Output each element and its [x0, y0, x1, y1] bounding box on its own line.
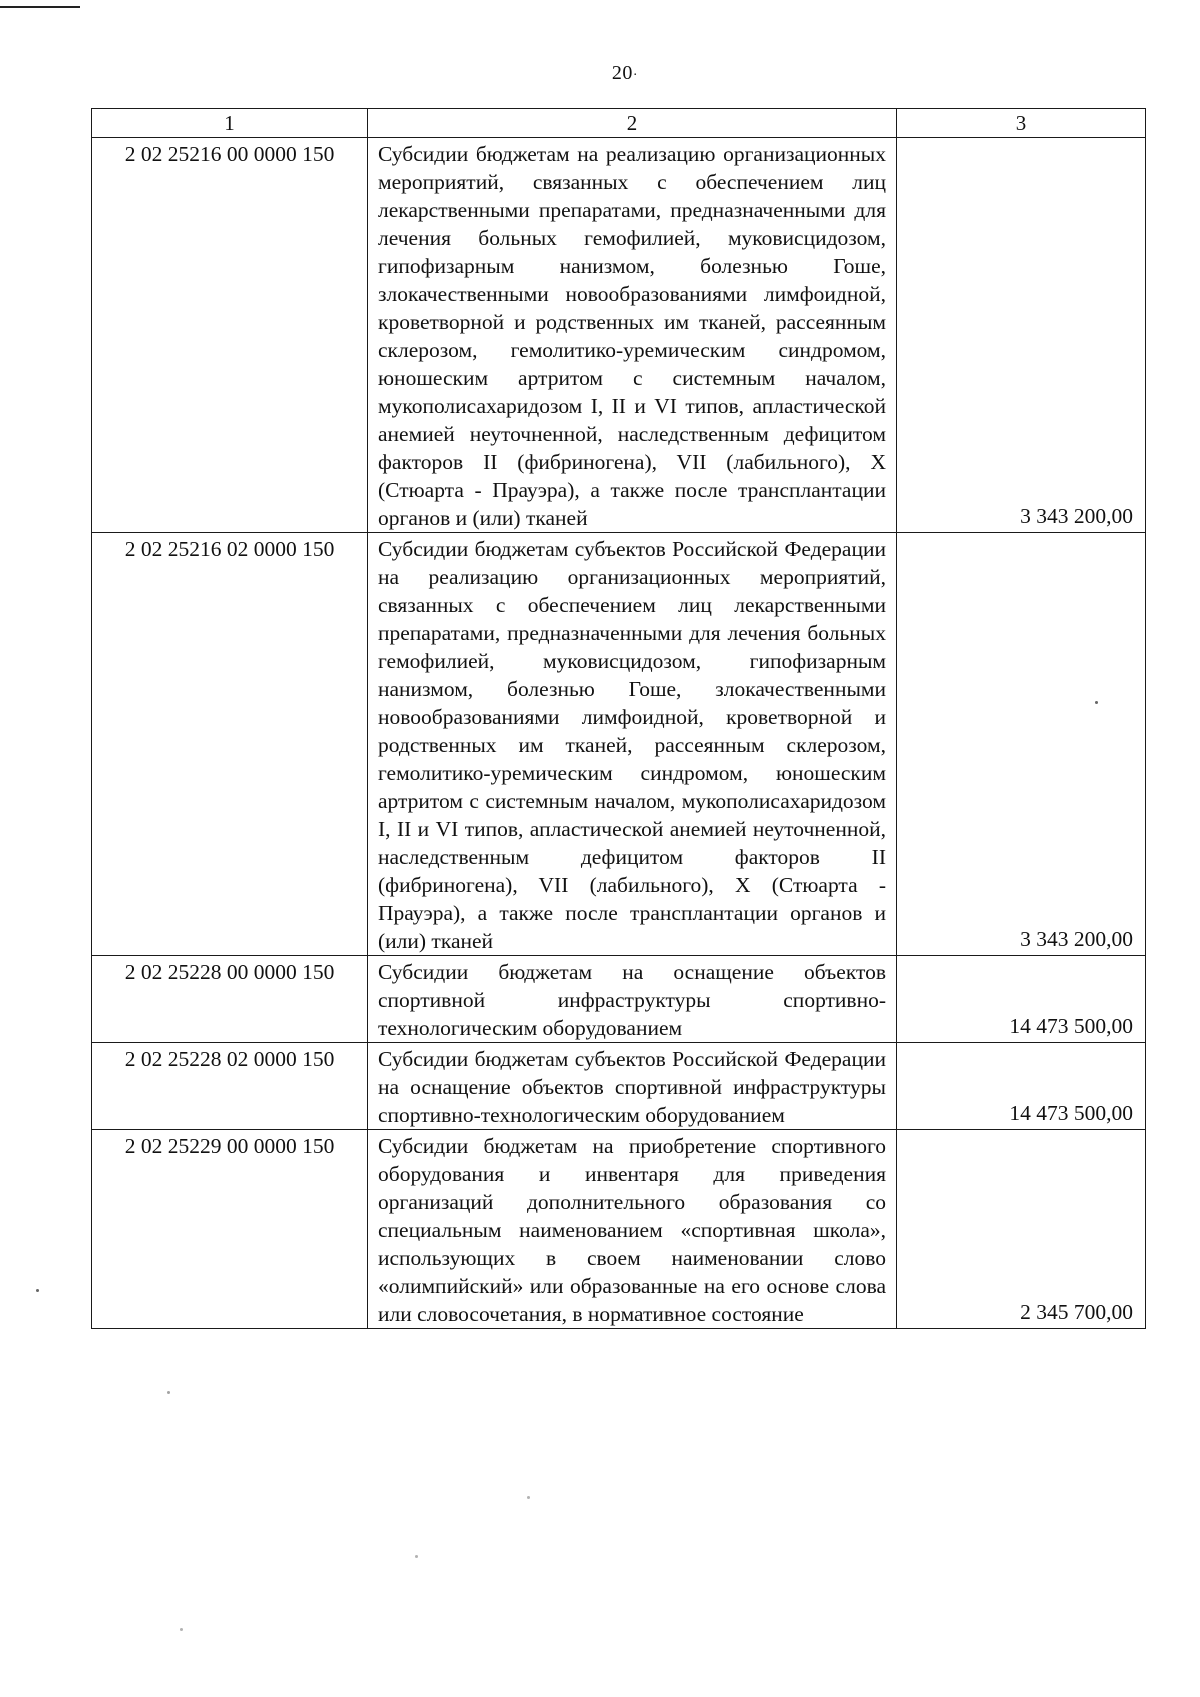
subsidy-amount: 14 473 500,00: [897, 956, 1146, 1043]
table-row: [92, 533, 1146, 956]
table-row: [92, 1130, 1146, 1329]
scan-edge-mark: [0, 6, 80, 8]
subsidy-description: Субсидии бюджетам на реализацию организационных мероприятий, связанных с обеспечением лиц лекарственными препаратами, предназначенными для лечения больных гемофилией, муковисцидозом, гипофизарным нанизмом, болезнью Гоше, злокачественными новообразованиями лимфоидной, кроветворной и родственных им тканей, рассеянным склерозом, гемолитико-уремическим синдромом, юношеским артритом с системным началом, мукополисахаридозом I, II и VI типов, апластической анемией неуточненной, наследственным дефицитом факторов II (фибриногена), VII (лабильного), X (Стюарта - Прауэра), а также после трансплантации органов и (или) тканей: [368, 138, 897, 533]
budget-table: [91, 108, 1146, 1329]
page-number: [0, 62, 1200, 85]
header-col-3: 3: [897, 109, 1146, 138]
scan-speck: [36, 1289, 39, 1292]
subsidy-description: Субсидии бюджетам на оснащение объектов спортивной инфраструктуры спортивно-технологическим оборудованием: [368, 956, 897, 1043]
subsidy-amount: 3 343 200,00: [897, 138, 1146, 533]
header-col-2: 2: [368, 109, 897, 138]
subsidy-description: Субсидии бюджетам субъектов Российской Федерации на оснащение объектов спортивной инфраструктуры спортивно-технологическим оборудованием: [368, 1043, 897, 1130]
budget-code: 2 02 25229 00 0000 150: [92, 1130, 368, 1329]
page-number-value: 20: [611, 62, 633, 84]
table-row: [92, 138, 1146, 533]
budget-code: 2 02 25216 02 0000 150: [92, 533, 368, 956]
budget-code: 2 02 25228 00 0000 150: [92, 956, 368, 1043]
scan-speck: [527, 1496, 530, 1499]
table-row: [92, 956, 1146, 1043]
scan-speck: [415, 1555, 418, 1558]
subsidy-amount: 3 343 200,00: [897, 533, 1146, 956]
scan-speck: [180, 1628, 183, 1631]
scan-speck: [167, 1391, 170, 1394]
budget-code: 2 02 25228 02 0000 150: [92, 1043, 368, 1130]
subsidy-amount: 14 473 500,00: [897, 1043, 1146, 1130]
header-row: [92, 109, 1146, 138]
subsidy-description: Субсидии бюджетам субъектов Российской Федерации на реализацию организационных мероприятий, связанных с обеспечением лиц лекарственными препаратами, предназначенными для лечения больных гемофилией, муковисцидозом, гипофизарным нанизмом, болезнью Гоше, злокачественными новообразованиями лимфоидной, кроветворной и родственных им тканей, рассеянным склерозом, гемолитико-уремическим синдромом, юношеским артритом с системным началом, мукополисахаридозом I, II и VI типов, апластической анемией неуточненной, наследственным дефицитом факторов II (фибриногена), VII (лабильного), X (Стюарта - Прауэра), а также после трансплантации органов и (или) тканей: [368, 533, 897, 956]
subsidy-description: Субсидии бюджетам на приобретение спортивного оборудования и инвентаря для приведения организаций дополнительного образования со специальным наименованием «спортивная школа», использующих в своем наименовании слово «олимпийский» или образованные на его основе слова или словосочетания, в нормативное состояние: [368, 1130, 897, 1329]
page-number-mark: ·: [632, 68, 639, 83]
scan-speck: [1095, 701, 1098, 704]
budget-code: 2 02 25216 00 0000 150: [92, 138, 368, 533]
subsidy-amount: 2 345 700,00: [897, 1130, 1146, 1329]
header-col-1: 1: [92, 109, 368, 138]
table-row: [92, 1043, 1146, 1130]
